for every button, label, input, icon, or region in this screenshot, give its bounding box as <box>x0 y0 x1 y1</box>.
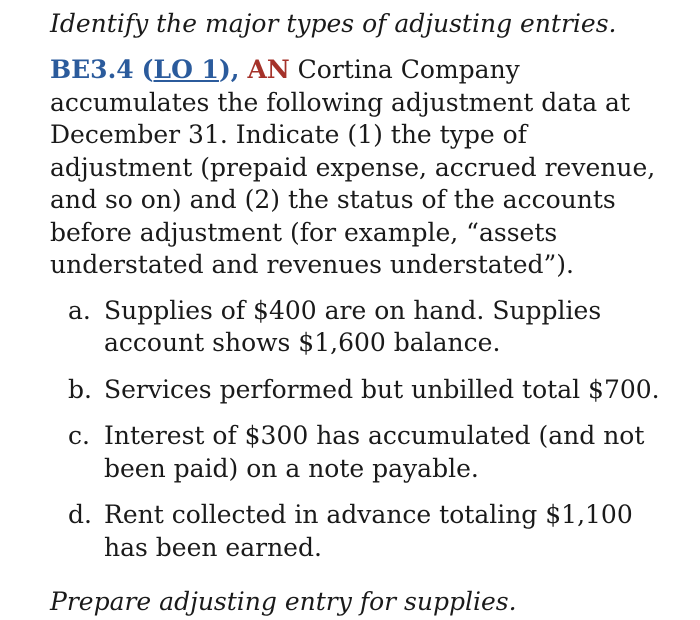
lo-open-paren: ( <box>141 55 154 84</box>
adjustment-item-list <box>50 295 670 565</box>
list-item <box>50 374 670 407</box>
problem-code: BE3.4 <box>50 55 134 84</box>
list-item <box>50 295 670 360</box>
item-text: Services performed but unbilled total $700. <box>104 374 660 404</box>
list-item <box>50 420 670 485</box>
item-text: Rent collected in advance totaling $1,100 has been earned. <box>104 500 633 562</box>
list-item <box>50 499 670 564</box>
document-page <box>50 8 670 618</box>
learning-objective-heading: Identify the major types of adjusting entries. <box>50 9 617 38</box>
analysis-tag: AN <box>247 55 290 84</box>
problem-statement <box>50 54 670 282</box>
item-marker: a. <box>68 295 91 325</box>
item-marker: c. <box>68 421 90 450</box>
task-instruction: Prepare adjusting entry for supplies. <box>50 587 517 616</box>
item-marker: b. <box>68 374 92 404</box>
learning-objective-link[interactable]: LO 1 <box>153 55 219 84</box>
item-marker: d. <box>68 500 92 529</box>
lo-close-paren: ), <box>218 55 240 84</box>
problem-text: Cortina Company accumulates the following adjustment data at December 31. Indicate (1) the type of adjustment (prepaid expense, accrued revenue, and so on) and (2) the status of the accounts before adjustment (for example, “assets understated and revenues understated”). <box>50 55 656 279</box>
item-text: Supplies of $400 are on hand. Supplies account shows $1,600 balance. <box>104 295 602 357</box>
item-text: Interest of $300 has accumulated (and not been paid) on a note payable. <box>104 421 645 483</box>
